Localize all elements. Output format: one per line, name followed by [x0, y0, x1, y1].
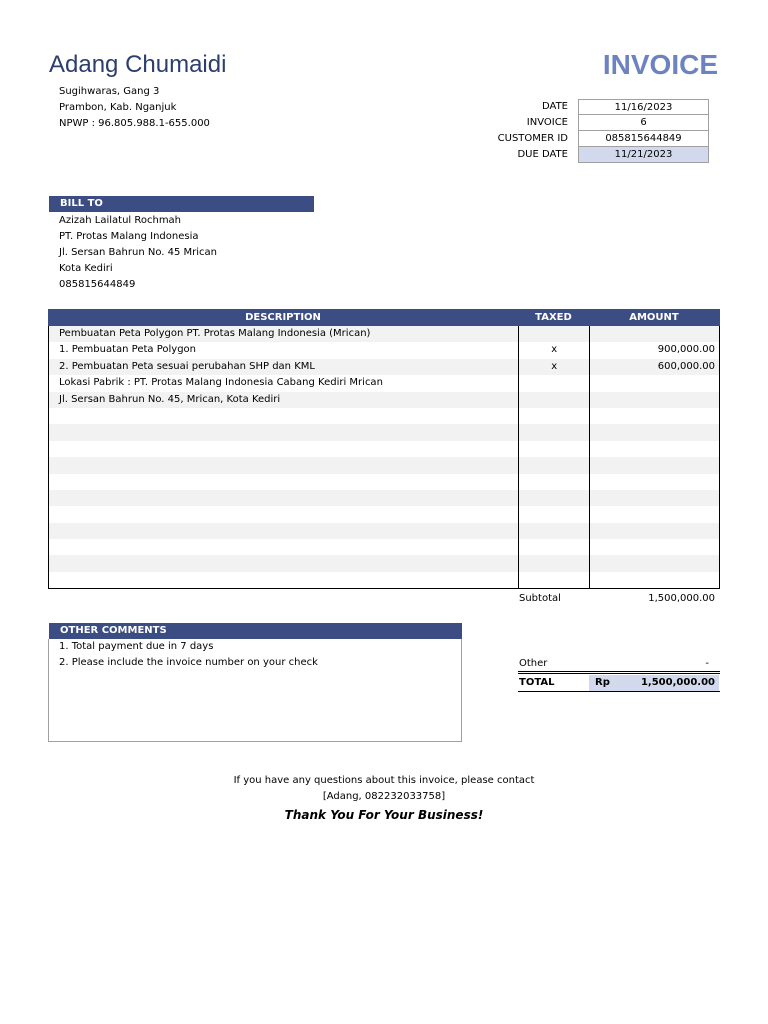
cell-description — [49, 424, 518, 440]
meta-label: INVOICE — [526, 117, 568, 128]
cell-description — [49, 441, 518, 457]
cell-taxed — [518, 441, 589, 457]
cell-description — [49, 506, 518, 522]
cell-description — [49, 457, 518, 473]
cell-taxed: x — [518, 342, 589, 358]
table-row — [49, 342, 719, 358]
cell-amount — [589, 408, 719, 424]
meta-value-date: 11/16/2023 — [578, 99, 709, 115]
table-body — [48, 326, 720, 589]
column-header-description: DESCRIPTION — [245, 312, 321, 323]
meta-row-due-date — [480, 147, 709, 163]
cell-amount: 900,000.00 — [589, 342, 719, 358]
cell-taxed — [518, 424, 589, 440]
bill-to-phone: 085815644849 — [59, 279, 136, 290]
cell-taxed — [518, 457, 589, 473]
line-items-table — [48, 309, 720, 589]
table-header — [48, 309, 720, 326]
total-label: TOTAL — [519, 677, 555, 688]
bill-to-heading: BILL TO — [49, 196, 314, 212]
cell-amount — [589, 424, 719, 440]
cell-taxed — [518, 506, 589, 522]
cell-amount — [589, 572, 719, 588]
cell-taxed — [518, 392, 589, 408]
bill-to-street: Jl. Sersan Bahrun No. 45 Mrican — [59, 247, 218, 258]
table-row — [49, 523, 719, 539]
table-row — [49, 490, 719, 506]
cell-taxed — [518, 572, 589, 588]
cell-description — [49, 523, 518, 539]
cell-description: 2. Pembuatan Peta sesuai perubahan SHP dan KML — [59, 360, 315, 372]
address-line: Sugihwaras, Gang 3 — [59, 86, 160, 97]
cell-taxed — [518, 375, 589, 391]
bill-to-block — [59, 213, 217, 293]
cell-description — [49, 474, 518, 490]
divider — [518, 671, 720, 672]
cell-taxed — [518, 326, 589, 342]
cell-amount — [589, 392, 719, 408]
subtotal-label: Subtotal — [519, 593, 561, 604]
cell-description — [49, 490, 518, 506]
cell-amount: 600,000.00 — [589, 359, 719, 375]
divider — [518, 673, 720, 674]
cell-amount — [589, 523, 719, 539]
table-row — [49, 441, 719, 457]
meta-row-customer-id — [480, 131, 709, 147]
cell-amount — [589, 441, 719, 457]
cell-taxed: x — [518, 359, 589, 375]
subtotal-value: 1,500,000.00 — [648, 593, 715, 604]
cell-amount — [589, 539, 719, 555]
table-row — [49, 555, 719, 571]
meta-row-date — [480, 99, 709, 115]
total-value: 1,500,000.00 — [640, 677, 715, 688]
table-row — [49, 539, 719, 555]
cell-amount — [589, 490, 719, 506]
cell-description — [49, 539, 518, 555]
currency-label: Rp — [595, 677, 610, 688]
cell-description: Pembuatan Peta Polygon PT. Protas Malang Indonesia (Mrican) — [59, 328, 371, 339]
meta-label: DUE DATE — [517, 149, 568, 160]
cell-amount — [589, 474, 719, 490]
column-header-taxed: TAXED — [535, 312, 572, 323]
table-row — [49, 375, 719, 391]
cell-taxed — [518, 474, 589, 490]
column-header-amount: AMOUNT — [629, 312, 679, 323]
comment-line: 1. Total payment due in 7 days — [59, 641, 214, 652]
meta-value-due-date: 11/21/2023 — [578, 147, 709, 163]
table-row — [49, 408, 719, 424]
cell-taxed — [518, 539, 589, 555]
total-amount-box — [589, 675, 719, 691]
cell-description — [49, 555, 518, 571]
cell-description: 1. Pembuatan Peta Polygon — [59, 344, 197, 356]
invoice-title: INVOICE — [602, 49, 718, 80]
table-row — [49, 506, 719, 522]
bill-to-company: PT. Protas Malang Indonesia — [59, 231, 199, 242]
cell-amount — [589, 555, 719, 571]
cell-description — [49, 408, 518, 424]
contact-info: [Adang, 082232033758] — [322, 791, 446, 802]
cell-taxed — [518, 555, 589, 571]
other-label: Other — [519, 658, 548, 669]
cell-taxed — [518, 490, 589, 506]
contact-note: If you have any questions about this invoice, please contact — [233, 775, 535, 786]
meta-value-invoice: 6 — [578, 115, 709, 131]
table-row — [49, 457, 719, 473]
cell-description: Lokasi Pabrik : PT. Protas Malang Indonesia Cabang Kediri Mrican — [59, 377, 383, 389]
divider — [518, 691, 720, 692]
address-line: Prambon, Kab. Nganjuk — [59, 102, 177, 113]
table-row — [49, 424, 719, 440]
bill-to-city: Kota Kediri — [59, 263, 113, 274]
table-row — [49, 392, 719, 408]
thank-you-note: Thank You For Your Business! — [284, 808, 484, 822]
table-row — [49, 474, 719, 490]
meta-value-customer-id: 085815644849 — [578, 131, 709, 147]
bill-to-name: Azizah Lailatul Rochmah — [59, 215, 182, 226]
comment-line: 2. Please include the invoice number on your check — [59, 657, 318, 668]
table-row — [49, 572, 719, 588]
comments-box — [48, 639, 462, 742]
company-name: Adang Chumaidi — [49, 51, 227, 78]
cell-amount — [589, 506, 719, 522]
meta-label: DATE — [541, 101, 568, 112]
invoice-meta-table — [480, 99, 709, 163]
comments-heading: OTHER COMMENTS — [49, 623, 462, 639]
cell-amount — [589, 375, 719, 391]
cell-taxed — [518, 523, 589, 539]
other-value: - — [705, 658, 709, 669]
cell-taxed — [518, 408, 589, 424]
cell-amount — [589, 326, 719, 342]
company-address — [59, 84, 210, 132]
cell-amount — [589, 457, 719, 473]
table-row — [49, 326, 719, 342]
meta-row-invoice — [480, 115, 709, 131]
table-row — [49, 359, 719, 375]
meta-label: CUSTOMER ID — [497, 133, 568, 144]
cell-description — [49, 572, 518, 588]
tax-id: NPWP : 96.805.988.1-655.000 — [59, 118, 210, 129]
cell-description: Jl. Sersan Bahrun No. 45, Mrican, Kota Kediri — [59, 393, 281, 405]
